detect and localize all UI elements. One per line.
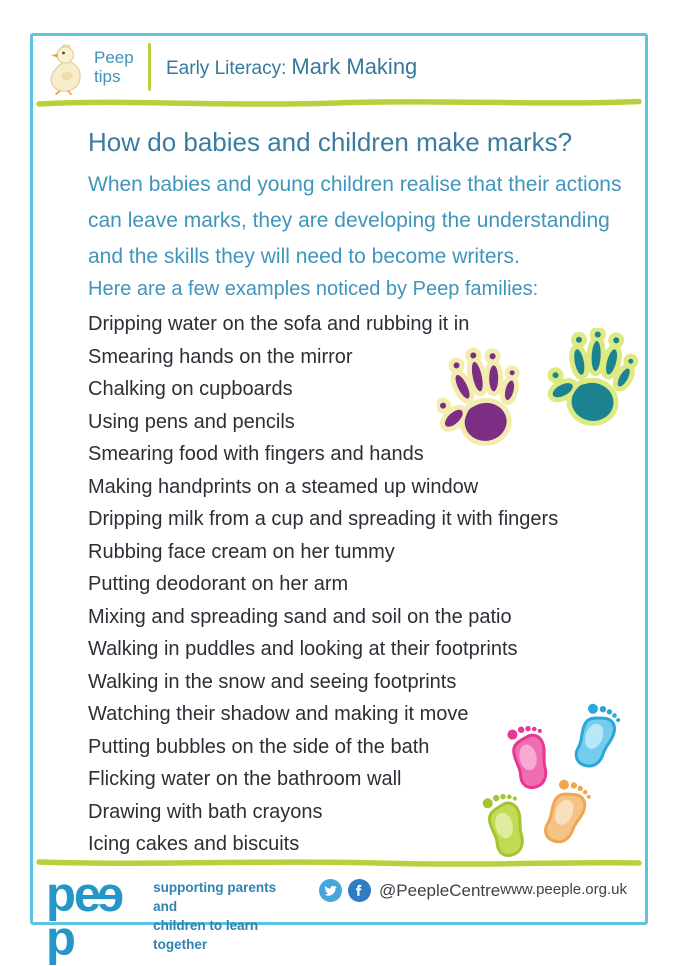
green-divider-top [36, 98, 642, 108]
list-item: Drawing with bath crayons [88, 800, 323, 823]
intro-paragraph: When babies and young children realise that their actions can leave marks, they are developing the understanding and the skills they will need to become writers. [88, 173, 622, 268]
list-item: Chalking on cupboards [88, 378, 293, 400]
list-item: Rubbing face cream on her tummy [88, 540, 395, 563]
list-item: Smearing hands on the mirror [88, 345, 353, 368]
list-item: Walking in puddles and looking at their footprints [88, 638, 518, 660]
header-vertical-divider [148, 43, 151, 91]
list-item: Dripping milk from a cup and spreading it with fingers [88, 508, 559, 530]
website-url[interactable]: www.peeple.org.uk [500, 881, 627, 898]
footer [33, 858, 645, 966]
list-item: Watching their shadow and making it move [88, 703, 469, 725]
social-links [319, 879, 500, 902]
duckling-icon [43, 43, 89, 95]
list-item: Icing cakes and biscuits [88, 833, 300, 855]
facebook-icon[interactable] [348, 879, 371, 902]
examples-list [88, 308, 619, 861]
mirrored-e: e [99, 868, 125, 922]
list-item: Flicking water on the bathroom wall [88, 768, 402, 790]
list-item: Using pens and pencils [88, 410, 295, 433]
peep-logo: peep [46, 868, 125, 966]
list-item: Dripping water on the sofa and rubbing it in [88, 313, 470, 335]
leaflet-page [30, 33, 648, 966]
list-item: Making handprints on a steamed up window [88, 475, 479, 498]
footer-tagline: supporting parents and children to learn together [153, 880, 277, 952]
list-item: Putting bubbles on the side of the bath [88, 735, 430, 758]
list-item: Smearing food with fingers and hands [88, 443, 424, 465]
list-item: Walking in the snow and seeing footprints [88, 670, 457, 693]
title-category: Early Literacy: [166, 58, 287, 79]
list-item: Mixing and spreading sand and soil on the patio [88, 605, 512, 628]
green-divider-bottom [36, 858, 642, 867]
peep-tips-line1: Peep [94, 47, 134, 67]
list-item: Putting deodorant on her arm [88, 573, 349, 595]
main-content [33, 108, 645, 861]
header [33, 36, 645, 98]
page-title: How do babies and children make marks? [88, 127, 573, 157]
peep-tips-line2: tips [94, 67, 121, 86]
examples-label: Here are a few examples noticed by Peep families: [88, 278, 539, 300]
twitter-icon[interactable] [319, 879, 342, 902]
peep-tips-logo [94, 48, 140, 86]
social-handle[interactable]: @PeepleCentre [379, 880, 501, 900]
document-title [166, 54, 417, 80]
title-topic: Mark Making [291, 54, 418, 79]
